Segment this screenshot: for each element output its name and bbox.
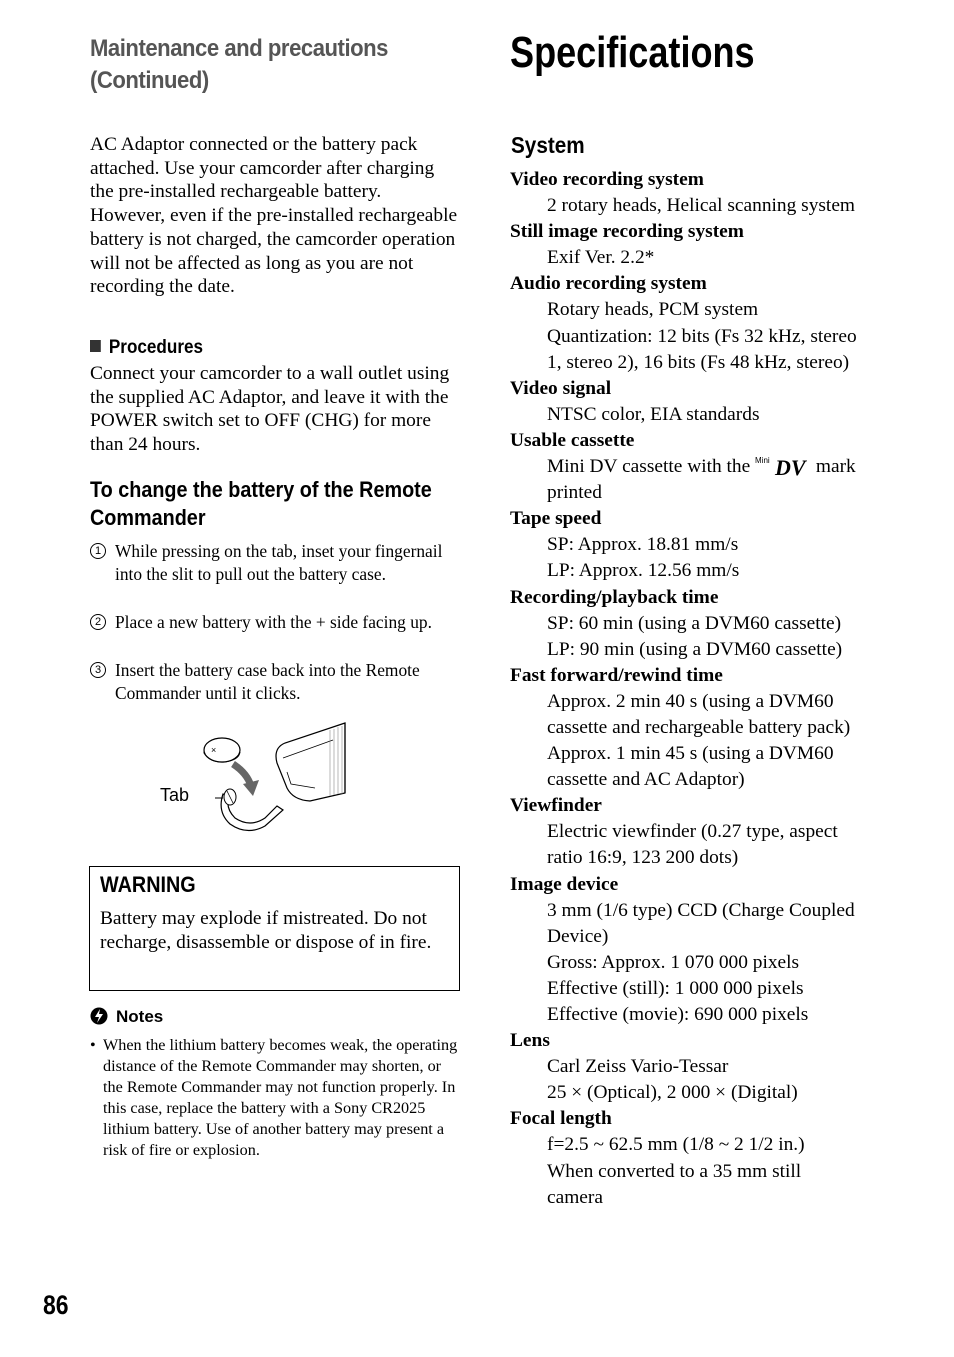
spec-value: Device) bbox=[547, 925, 609, 947]
spec-value: SP: Approx. 18.81 mm/s bbox=[547, 534, 739, 556]
spec-item-video-recording-system bbox=[510, 167, 930, 219]
spec-label: Fast forward/rewind time bbox=[510, 664, 723, 686]
spec-value: Effective (movie): 690 000 pixels bbox=[547, 1004, 809, 1025]
warning-title: WARNING bbox=[100, 872, 196, 897]
spec-value: Exif Ver. 2.2* bbox=[547, 247, 655, 269]
spec-label: Tape speed bbox=[510, 508, 602, 530]
spec-label: Recording/playback time bbox=[510, 586, 719, 608]
spec-item-image-device bbox=[510, 872, 930, 1029]
spec-item-usable-cassette bbox=[510, 428, 930, 506]
spec-label: Viewfinder bbox=[510, 795, 602, 817]
spec-item-viewfinder bbox=[510, 793, 930, 871]
spec-label: Image device bbox=[510, 873, 619, 895]
spec-value: LP: 90 min (using a DVM60 cassette) bbox=[547, 638, 843, 660]
spec-value: Quantization: 12 bits (Fs 32 kHz, stereo bbox=[547, 325, 857, 347]
step-text: Insert the battery case back into the Remote Commander until it clicks. bbox=[115, 660, 420, 703]
notes-icon bbox=[90, 1007, 108, 1025]
spec-value: cassette and AC Adaptor) bbox=[547, 769, 745, 791]
section-header bbox=[90, 33, 458, 97]
step-item bbox=[90, 611, 462, 634]
spec-label: Still image recording system bbox=[510, 221, 744, 243]
note-text: When the lithium battery becomes weak, the operating distance of the Remote Commander may shorten, or the Remote Commander may not function properly. In this case, replace the battery with a Sony CR2025 lithium battery. Use of another battery may present a risk of fire or explosion. bbox=[103, 1036, 458, 1159]
spec-value: Mini DV cassette with the Mini DV mark bbox=[547, 454, 930, 480]
battery-change-heading bbox=[90, 476, 450, 532]
section-heading-system: System bbox=[511, 132, 585, 158]
spec-item-recording-playback-time bbox=[510, 585, 930, 663]
spec-value: Effective (still): 1 000 000 pixels bbox=[547, 977, 804, 999]
spec-value: cassette and rechargeable battery pack) bbox=[547, 716, 851, 738]
spec-item-fast-forward-rewind-time bbox=[510, 663, 930, 793]
spec-item-video-signal bbox=[510, 376, 930, 428]
step-item bbox=[90, 659, 462, 705]
intro-text-1: AC Adaptor connected or the battery pack attached. Use your camcorder after charging the pre-installed rechargeable battery. bbox=[90, 134, 435, 203]
step-text: Place a new battery with the + side facing up. bbox=[115, 612, 432, 632]
bullet: • bbox=[90, 1036, 96, 1054]
spec-value: ratio 16:9, 123 200 dots) bbox=[547, 847, 739, 869]
mini-dv-logo-icon bbox=[755, 455, 811, 477]
spec-value: f=2.5 ~ 62.5 mm (1/8 ~ 2 1/2 in.) bbox=[547, 1134, 805, 1156]
spec-value: camera bbox=[547, 1186, 603, 1208]
notes-heading bbox=[90, 1006, 163, 1028]
battery-heading-line2: Commander bbox=[90, 505, 206, 530]
spec-value: 1, stereo 2), 16 bits (Fs 48 kHz, stereo) bbox=[547, 351, 850, 373]
battery-heading-line1: To change the battery of the Remote bbox=[90, 477, 432, 502]
spec-item-tape-speed bbox=[510, 506, 930, 584]
spec-value: Gross: Approx. 1 070 000 pixels bbox=[547, 951, 800, 973]
spec-value: LP: Approx. 12.56 mm/s bbox=[547, 560, 740, 582]
page-number: 86 bbox=[43, 1290, 69, 1320]
tab-label: Tab bbox=[160, 785, 190, 805]
svg-text:×: × bbox=[211, 745, 217, 755]
spec-label: Video signal bbox=[510, 377, 612, 399]
battery-replacement-illustration bbox=[155, 718, 355, 838]
procedures-text: Connect your camcorder to a wall outlet using the supplied AC Adaptor, and leave it with the POWER switch set to OFF (CHG) for more than 24 hours. bbox=[90, 363, 450, 456]
spec-value: Rotary heads, PCM system bbox=[547, 299, 759, 321]
spec-item-audio-recording-system bbox=[510, 271, 930, 375]
svg-text:Mini: Mini bbox=[755, 456, 770, 466]
spec-item-lens bbox=[510, 1028, 930, 1106]
spec-value: Approx. 1 min 45 s (using a DVM60 bbox=[547, 743, 834, 765]
spec-item-focal-length bbox=[510, 1106, 930, 1210]
notes-heading-text: Notes bbox=[116, 1007, 164, 1026]
page-title: Specifications bbox=[510, 28, 755, 77]
list-item bbox=[90, 1035, 462, 1161]
spec-value: When converted to a 35 mm still bbox=[547, 1160, 802, 1182]
spec-label: Focal length bbox=[510, 1108, 612, 1130]
spec-item-still-image-recording-system bbox=[510, 219, 930, 271]
procedures-heading-text: Procedures bbox=[108, 337, 203, 358]
step-item bbox=[90, 540, 462, 586]
spec-value: 2 rotary heads, Helical scanning system bbox=[547, 195, 856, 217]
warning-text: Battery may explode if mistreated. Do not recharge, disassemble or dispose of in fire. bbox=[100, 908, 432, 953]
spec-list bbox=[510, 167, 930, 1211]
warning-box bbox=[89, 866, 460, 991]
procedures-heading bbox=[90, 337, 203, 359]
section-header-line2: (Continued) bbox=[90, 67, 209, 94]
spec-value: 3 mm (1/6 type) CCD (Charge Coupled bbox=[547, 899, 855, 921]
section-header-line1: Maintenance and precautions bbox=[90, 35, 388, 62]
spec-value: 25 × (Optical), 2 000 × (Digital) bbox=[547, 1082, 798, 1104]
remote-battery-drawing bbox=[155, 718, 355, 833]
spec-value: Approx. 2 min 40 s (using a DVM60 bbox=[547, 690, 834, 712]
spec-value: NTSC color, EIA standards bbox=[547, 403, 760, 425]
svg-text:DV: DV bbox=[775, 455, 806, 478]
step-number: 2 bbox=[90, 614, 106, 630]
spec-label: Video recording system bbox=[510, 169, 704, 190]
intro-text-2: However, even if the pre-installed rechargeable battery is not charged, the camcorder operation will not be affected as long as you are not recording the date. bbox=[90, 205, 458, 298]
notes-list bbox=[90, 1035, 462, 1161]
spec-value: Carl Zeiss Vario-Tessar bbox=[547, 1056, 729, 1078]
step-text: While pressing on the tab, inset your fingernail into the slit to pull out the battery case. bbox=[115, 541, 443, 584]
spec-label: Usable cassette bbox=[510, 429, 635, 451]
spec-value: Electric viewfinder (0.27 type, aspect bbox=[547, 821, 838, 843]
step-number: 1 bbox=[90, 543, 106, 559]
spec-value: printed bbox=[547, 482, 602, 504]
spec-value: SP: 60 min (using a DVM60 cassette) bbox=[547, 612, 842, 634]
spec-label: Audio recording system bbox=[510, 273, 707, 295]
square-bullet-icon bbox=[90, 340, 101, 352]
step-number: 3 bbox=[90, 662, 106, 678]
spec-label: Lens bbox=[510, 1030, 550, 1052]
intro-paragraph bbox=[90, 133, 462, 299]
